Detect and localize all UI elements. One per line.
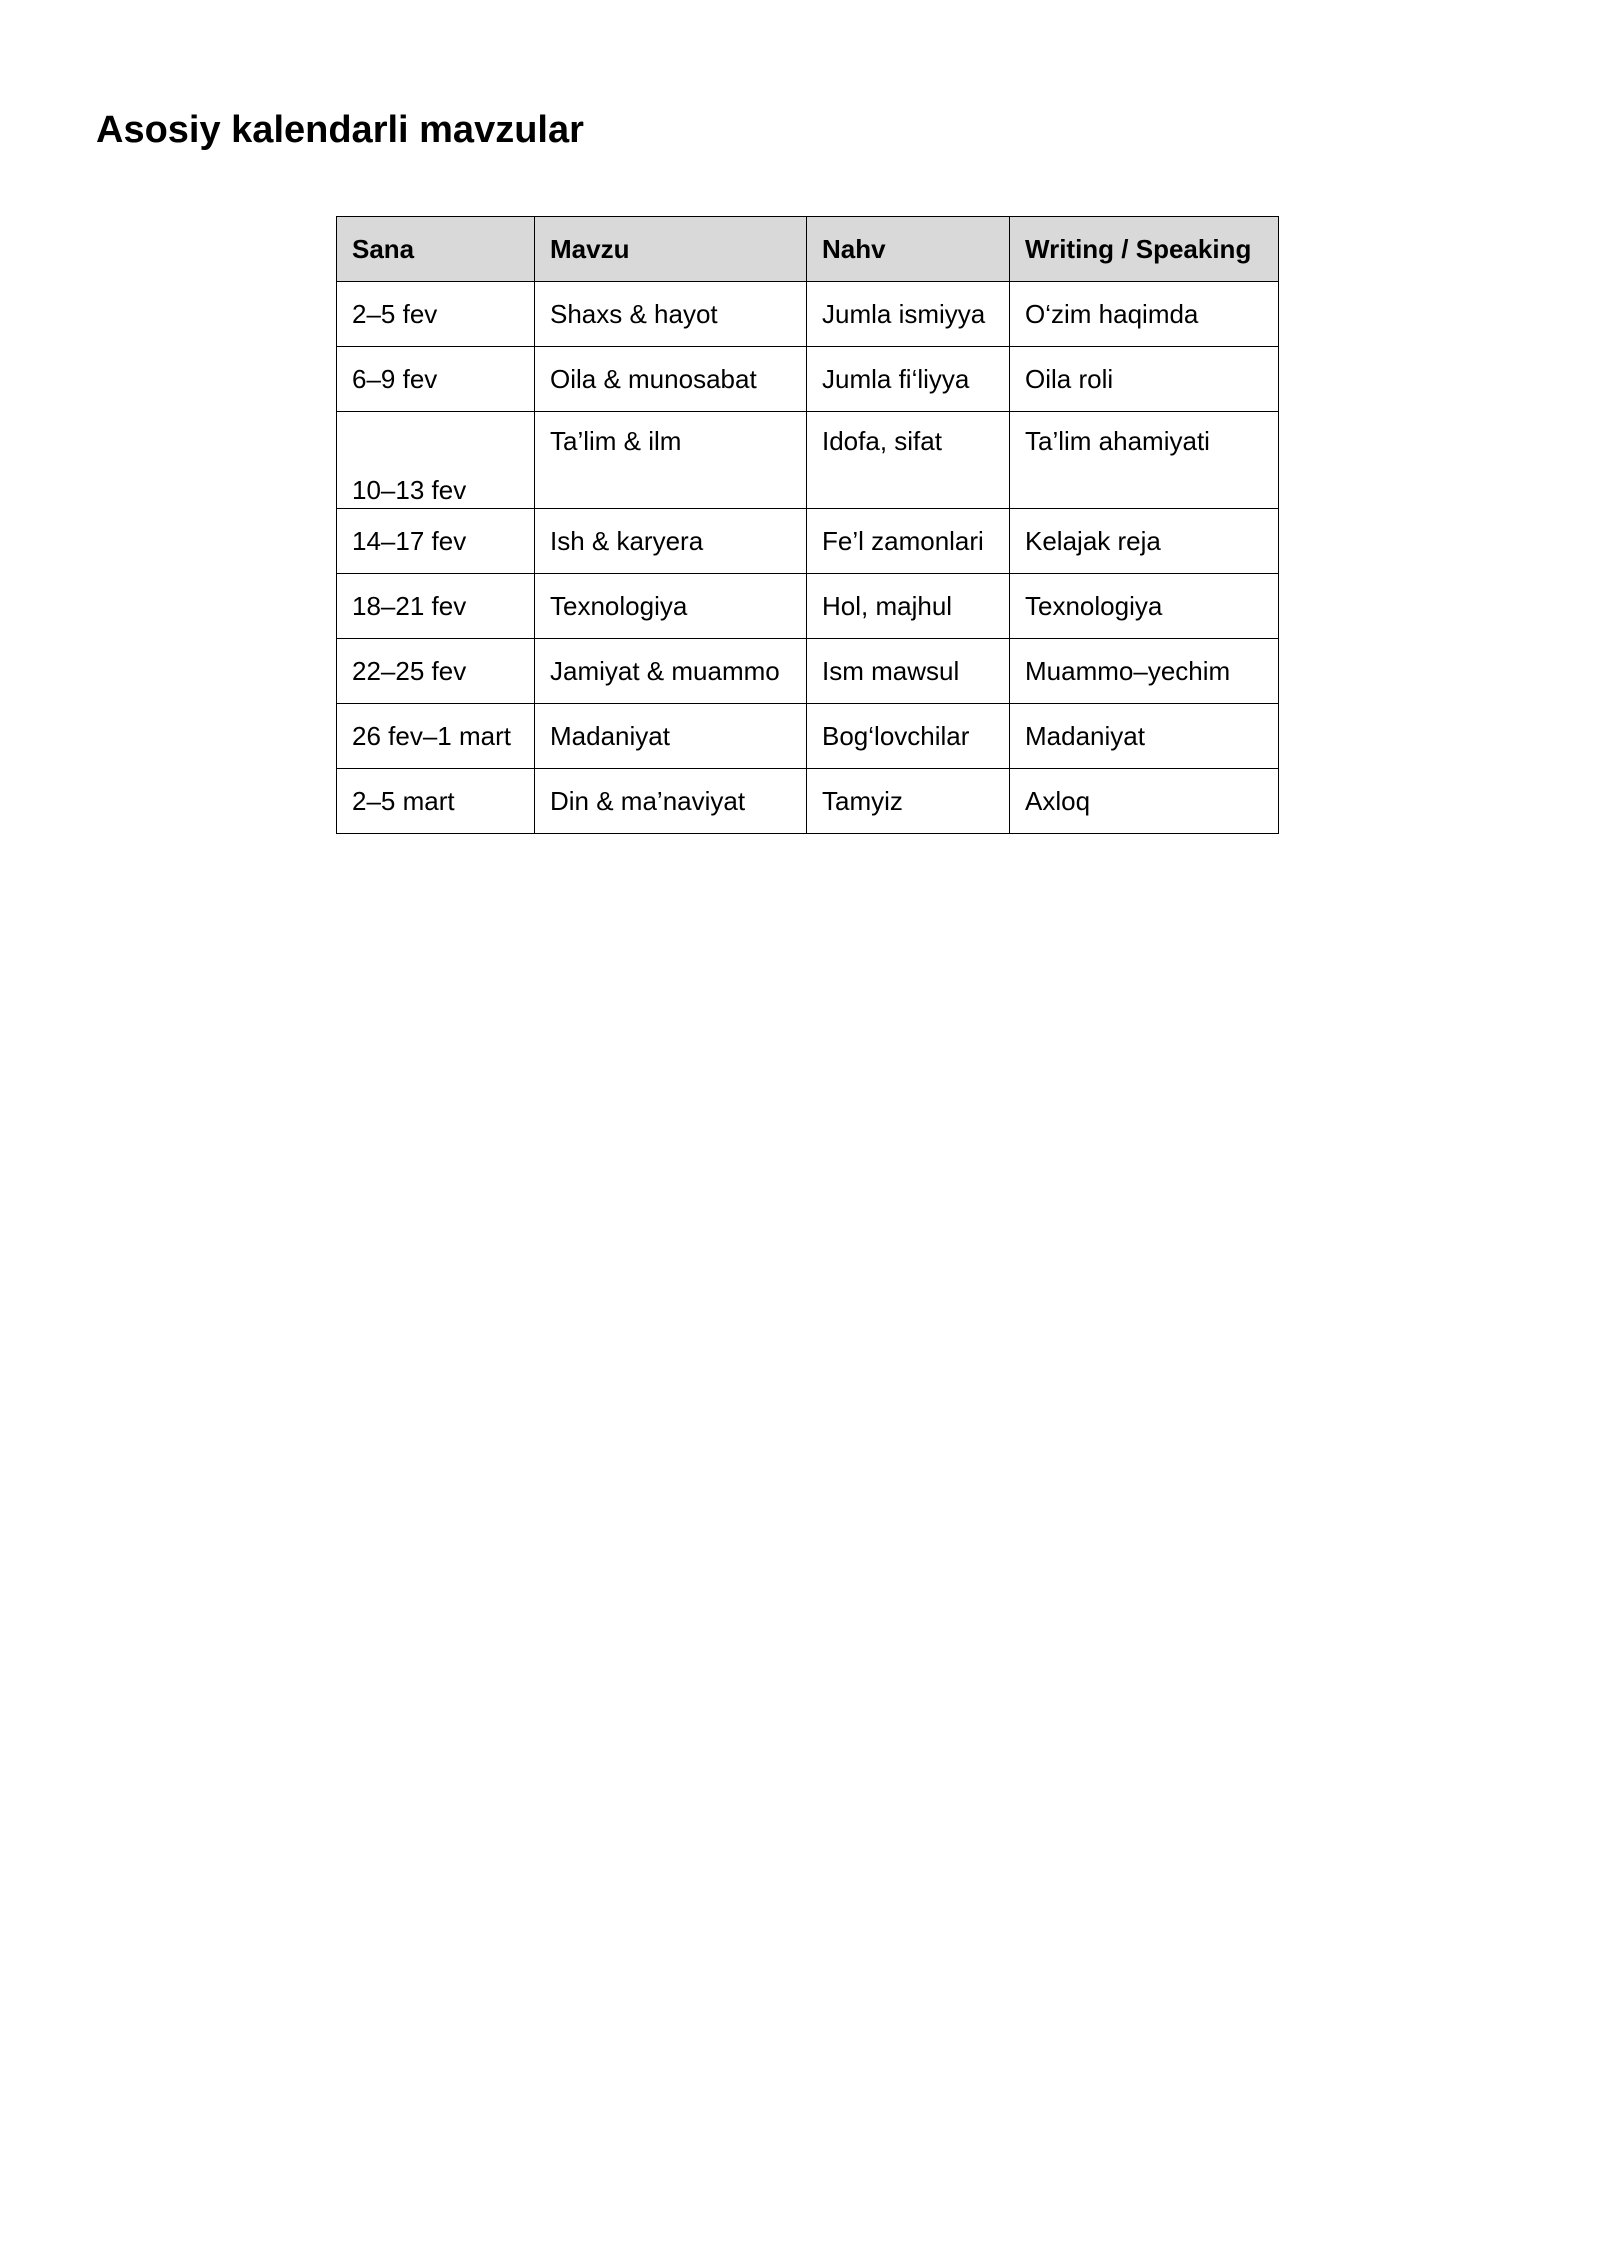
table-row bbox=[337, 282, 1279, 347]
cell-mavzu: Ish & karyera bbox=[535, 509, 807, 574]
page-title: Asosiy kalendarli mavzular bbox=[96, 109, 584, 151]
cell-sana: 2–5 mart bbox=[337, 769, 535, 834]
cell-writing-speaking: O‘zim haqimda bbox=[1010, 282, 1279, 347]
cell-mavzu: Shaxs & hayot bbox=[535, 282, 807, 347]
header-nahv: Nahv bbox=[807, 217, 1010, 282]
cell-nahv: Hol, majhul bbox=[807, 574, 1010, 639]
cell-writing-speaking: Axloq bbox=[1010, 769, 1279, 834]
table-row bbox=[337, 509, 1279, 574]
table-row bbox=[337, 769, 1279, 834]
cell-sana: 2–5 fev bbox=[337, 282, 535, 347]
header-writing-speaking: Writing / Speaking bbox=[1010, 217, 1279, 282]
header-sana: Sana bbox=[337, 217, 535, 282]
cell-nahv: Jumla ismiyya bbox=[807, 282, 1010, 347]
cell-nahv: Bog‘lovchilar bbox=[807, 704, 1010, 769]
cell-mavzu: Ta’lim & ilm bbox=[535, 412, 807, 509]
cell-writing-speaking: Kelajak reja bbox=[1010, 509, 1279, 574]
cell-mavzu: Oila & munosabat bbox=[535, 347, 807, 412]
cell-writing-speaking: Oila roli bbox=[1010, 347, 1279, 412]
cell-sana: 22–25 fev bbox=[337, 639, 535, 704]
cell-mavzu: Madaniyat bbox=[535, 704, 807, 769]
cell-mavzu: Texnologiya bbox=[535, 574, 807, 639]
cell-writing-speaking: Muammo–yechim bbox=[1010, 639, 1279, 704]
table-row bbox=[337, 704, 1279, 769]
header-mavzu: Mavzu bbox=[535, 217, 807, 282]
calendar-table bbox=[336, 216, 1279, 834]
cell-mavzu: Jamiyat & muammo bbox=[535, 639, 807, 704]
cell-writing-speaking: Ta’lim ahamiyati bbox=[1010, 412, 1279, 509]
table-row bbox=[337, 639, 1279, 704]
cell-sana: 6–9 fev bbox=[337, 347, 535, 412]
cell-writing-speaking: Madaniyat bbox=[1010, 704, 1279, 769]
cell-nahv: Jumla fi‘liyya bbox=[807, 347, 1010, 412]
cell-sana: 14–17 fev bbox=[337, 509, 535, 574]
cell-nahv: Idofa, sifat bbox=[807, 412, 1010, 509]
cell-mavzu: Din & ma’naviyat bbox=[535, 769, 807, 834]
table-row bbox=[337, 412, 1279, 509]
cell-nahv: Tamyiz bbox=[807, 769, 1010, 834]
cell-sana: 18–21 fev bbox=[337, 574, 535, 639]
cell-sana: 26 fev–1 mart bbox=[337, 704, 535, 769]
cell-writing-speaking: Texnologiya bbox=[1010, 574, 1279, 639]
cell-nahv: Ism mawsul bbox=[807, 639, 1010, 704]
cell-sana: 10–13 fev bbox=[337, 412, 535, 509]
table-row bbox=[337, 347, 1279, 412]
cell-nahv: Fe’l zamonlari bbox=[807, 509, 1010, 574]
table-row bbox=[337, 574, 1279, 639]
table-header-row bbox=[337, 217, 1279, 282]
